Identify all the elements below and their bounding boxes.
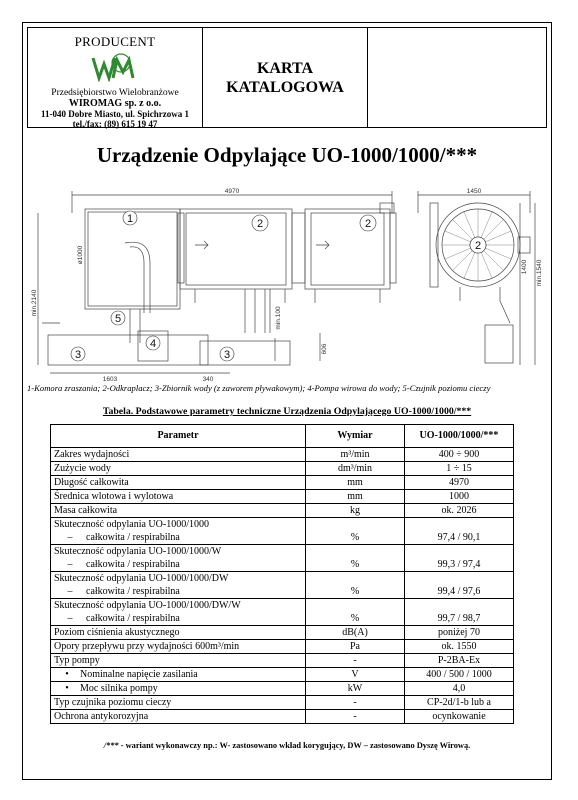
header-wymiar: Wymiar	[306, 425, 405, 448]
value-cell	[405, 518, 514, 532]
header-model: UO-1000/1000/***	[405, 425, 514, 448]
table-row	[51, 531, 514, 545]
label-2a: 2	[256, 218, 264, 230]
unit-cell	[306, 518, 405, 532]
table-caption: Tabela. Podstawowe parametry techniczne Urządzenia Odpylającego UO-1000/1000/***	[102, 406, 472, 417]
param-cell	[51, 558, 306, 572]
param-text: Opory przepływu przy wydajności 600m³/min	[54, 641, 240, 652]
company-phone: tel./fax: (89) 615 19 47	[72, 119, 158, 129]
value-cell: 97,4 / 90,1	[405, 531, 514, 545]
table-row	[51, 448, 514, 462]
param-text: Zakres wydajności	[54, 449, 130, 460]
unit-cell: %	[306, 531, 405, 545]
param-cell	[51, 572, 306, 586]
table-row	[51, 640, 514, 654]
param-text: Skuteczność odpylania UO-1000/1000/DW	[54, 573, 229, 584]
unit-cell: mm	[306, 490, 405, 504]
param-cell	[51, 654, 306, 668]
unit-cell: %	[306, 612, 405, 626]
param-text: Poziom ciśnienia akustycznego	[54, 627, 180, 638]
header-box	[27, 27, 547, 128]
table-body	[51, 448, 514, 724]
wiromag-logo	[91, 52, 139, 82]
table-row	[51, 696, 514, 710]
doc-type-line1: KARTA	[256, 59, 313, 77]
label-2b: 2	[364, 218, 372, 230]
param-text: Skuteczność odpylania UO-1000/1000/DW/W	[54, 600, 241, 611]
value-cell: ok. 1550	[405, 640, 514, 654]
table-row	[51, 545, 514, 559]
table-row	[51, 626, 514, 640]
param-cell	[51, 696, 306, 710]
dash-marker: –	[67, 613, 73, 624]
table-row	[51, 504, 514, 518]
value-cell: P-2BA-Ex	[405, 654, 514, 668]
param-text: Długość całkowita	[54, 477, 129, 488]
param-text: Typ czujnika poziomu cieczy	[54, 697, 172, 708]
unit-cell: dm³/min	[306, 462, 405, 476]
value-cell: ocynkowanie	[405, 710, 514, 724]
unit-cell: %	[306, 558, 405, 572]
param-cell	[51, 518, 306, 532]
param-text: Masa całkowita	[54, 505, 118, 516]
param-cell	[51, 462, 306, 476]
param-cell	[51, 612, 306, 626]
bullet-marker: •	[65, 669, 69, 680]
param-cell	[51, 490, 306, 504]
param-text: Moc silnika pompy	[80, 683, 158, 694]
param-text: Ochrona antykorozyjna	[54, 711, 149, 722]
table-row	[51, 490, 514, 504]
param-text: całkowita / respirabilna	[86, 613, 180, 624]
param-text: całkowita / respirabilna	[86, 586, 180, 597]
param-cell	[51, 585, 306, 599]
unit-cell: %	[306, 585, 405, 599]
param-text: Średnica wlotowa i wylotowa	[54, 491, 174, 502]
dim-1603: 1603	[102, 376, 118, 383]
table-row	[51, 710, 514, 724]
value-cell: 400 / 500 / 1000	[405, 668, 514, 682]
company-description: Przedsiębiorstwo Wielobranżowe	[51, 88, 179, 98]
dim-min1540: min.1540	[536, 259, 543, 287]
company-name: WIROMAG sp. z o.o.	[68, 98, 162, 109]
unit-cell: -	[306, 654, 405, 668]
dim-340: 340	[202, 376, 214, 383]
company-address: 11-040 Dobre Miasto, ul. Spichrzowa 1	[40, 109, 190, 119]
parameters-table	[50, 424, 514, 724]
header-parametr: Parametr	[51, 425, 306, 448]
table-row	[51, 476, 514, 490]
param-cell	[51, 448, 306, 462]
dash-marker: –	[67, 559, 73, 570]
drawing-legend: 1-Komora zraszania; 2-Odkraplacz; 3-Zbiornik wody (z zaworem pływakowym); 4-Pompa wirowa do wody; 5-Czujnik poziomu cieczy	[27, 383, 491, 393]
table-row	[51, 654, 514, 668]
unit-cell: mm	[306, 476, 405, 490]
param-cell	[51, 531, 306, 545]
label-3b: 3	[223, 349, 231, 361]
dim-1400: 1400	[521, 259, 528, 275]
table-row	[51, 462, 514, 476]
label-2c: 2	[474, 240, 482, 252]
table-header-row	[51, 425, 514, 448]
label-1: 1	[126, 213, 134, 225]
unit-cell	[306, 572, 405, 586]
dim-total-length: 4970	[224, 188, 240, 195]
param-cell	[51, 668, 306, 682]
dash-marker: –	[67, 532, 73, 543]
value-cell: 1000	[405, 490, 514, 504]
value-cell	[405, 599, 514, 613]
param-cell	[51, 504, 306, 518]
table-row	[51, 682, 514, 696]
table-row	[51, 572, 514, 586]
dim-min100: min.100	[275, 306, 282, 330]
table-row	[51, 518, 514, 532]
value-cell	[405, 545, 514, 559]
dash-marker: –	[67, 586, 73, 597]
param-text: całkowita / respirabilna	[86, 532, 180, 543]
unit-cell	[306, 599, 405, 613]
footnote-text: wariant wykonawczy np.: W- zastosowano wkład korygujący, DW – zastosowano Dyszę Wirową.	[125, 741, 471, 750]
doc-type-block	[203, 28, 368, 127]
param-cell	[51, 710, 306, 724]
value-cell	[405, 572, 514, 586]
value-cell: 99,4 / 97,6	[405, 585, 514, 599]
dim-height: min.2140	[31, 289, 38, 317]
unit-cell: kg	[306, 504, 405, 518]
header-empty-cell	[368, 28, 546, 127]
value-cell: CP-2d/1-b lub a	[405, 696, 514, 710]
param-cell	[51, 640, 306, 654]
param-cell	[51, 682, 306, 696]
dim-width: 1450	[466, 188, 482, 195]
table-row	[51, 599, 514, 613]
param-text: Nominalne napięcie zasilania	[80, 669, 198, 680]
table-row	[51, 612, 514, 626]
unit-cell: Pa	[306, 640, 405, 654]
bullet-marker: •	[65, 683, 69, 694]
footnote	[27, 741, 547, 750]
producent-label: PRODUCENT	[74, 34, 156, 49]
param-text: Skuteczność odpylania UO-1000/1000	[54, 519, 209, 530]
param-text: całkowita / respirabilna	[86, 559, 180, 570]
producer-block	[28, 28, 203, 127]
unit-cell: m³/min	[306, 448, 405, 462]
param-cell	[51, 626, 306, 640]
param-text: Typ pompy	[54, 655, 100, 666]
unit-cell: -	[306, 696, 405, 710]
param-cell	[51, 476, 306, 490]
unit-cell: -	[306, 710, 405, 724]
value-cell: ok. 2026	[405, 504, 514, 518]
value-cell: 1 ÷ 15	[405, 462, 514, 476]
unit-cell: dB(A)	[306, 626, 405, 640]
page-title: Urządzenie Odpylające UO-1000/1000/***	[96, 143, 478, 167]
value-cell: 99,3 / 97,4	[405, 558, 514, 572]
param-cell	[51, 545, 306, 559]
param-cell	[51, 599, 306, 613]
value-cell: 400 ÷ 900	[405, 448, 514, 462]
label-5: 5	[114, 313, 122, 325]
table-row	[51, 585, 514, 599]
dim-diameter: ø1000	[77, 245, 84, 265]
table-row	[51, 558, 514, 572]
value-cell: 4,0	[405, 682, 514, 696]
value-cell: 4970	[405, 476, 514, 490]
footnote-prefix: /*** -	[103, 741, 124, 750]
dim-606: 606	[321, 343, 328, 355]
unit-cell: V	[306, 668, 405, 682]
technical-drawing	[30, 183, 555, 383]
unit-cell: kW	[306, 682, 405, 696]
value-cell: 99,7 / 98,7	[405, 612, 514, 626]
value-cell: poniżej 70	[405, 626, 514, 640]
unit-cell	[306, 545, 405, 559]
table-row	[51, 668, 514, 682]
doc-type-line2: KATALOGOWA	[226, 78, 344, 96]
param-text: Zużycie wody	[54, 463, 111, 474]
label-4: 4	[149, 338, 157, 350]
label-3a: 3	[74, 349, 82, 361]
param-text: Skuteczność odpylania UO-1000/1000/W	[54, 546, 222, 557]
